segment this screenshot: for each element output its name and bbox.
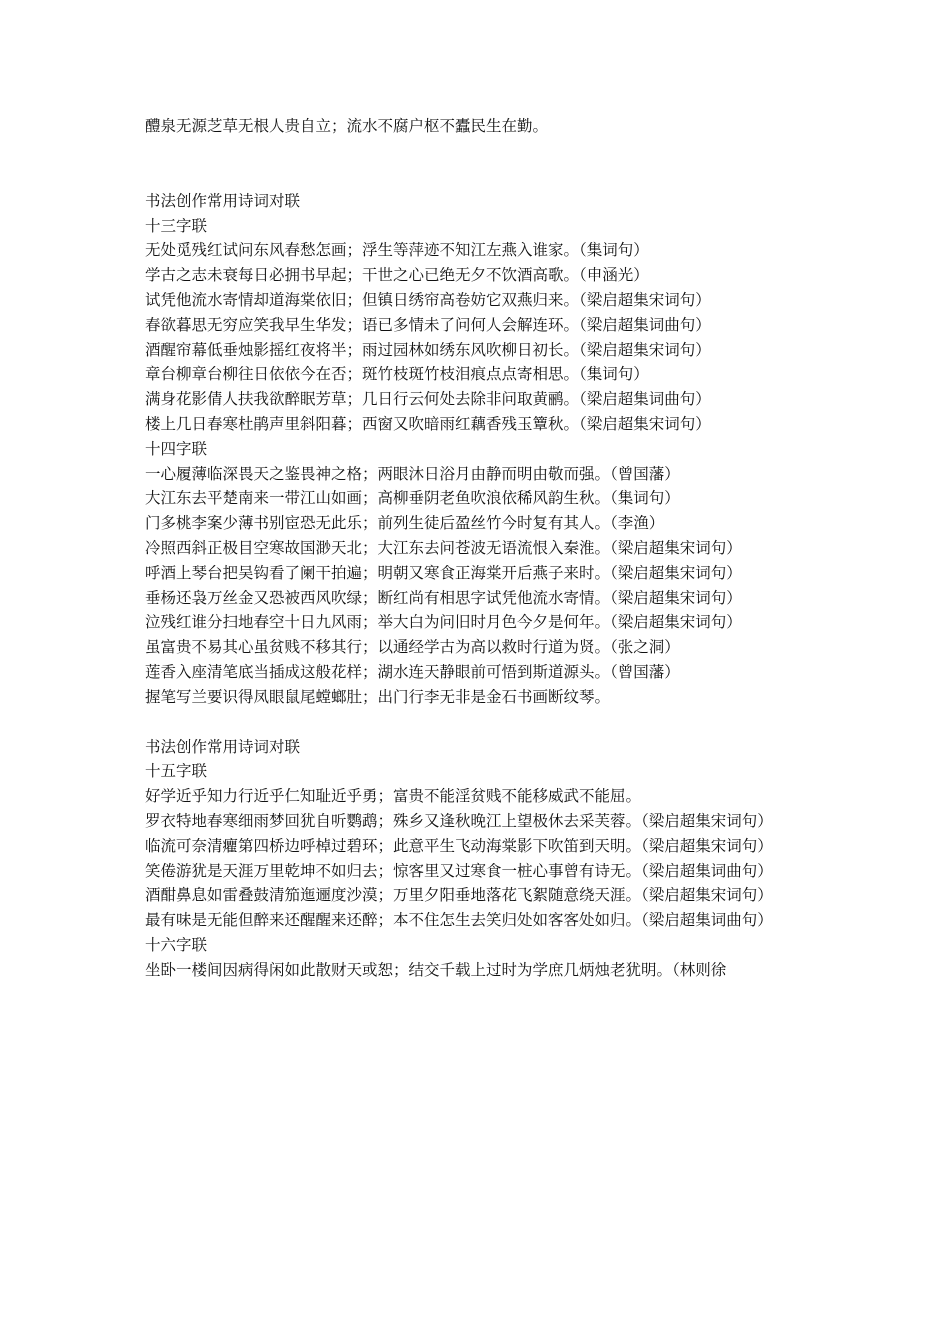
couplet-line: 坐卧一楼间因病得闲如此散财天或恕；结交千载上过时为学庶几炳烛老犹明。（林则徐 — [145, 960, 727, 979]
couplet-line: 好学近乎知力行近乎仁知耻近乎勇；富贵不能淫贫贱不能移威武不能屈。 — [145, 787, 642, 806]
couplet-line: 临流可奈清癯第四桥边呼棹过碧环；此意平生飞动海棠影下吹笛到天明。（梁启超集宋词句） — [145, 836, 773, 855]
document-page — [145, 114, 785, 983]
group-title: 十四字联 — [145, 439, 208, 458]
couplet-line: 满身花影倩人扶我欲醉眠芳草；几日行云何处去除非问取黄鹂。（梁启超集词曲句） — [145, 390, 711, 409]
couplet-line: 泣残红谁分扫地春空十日九风雨；举大白为问旧时月色今夕是何年。（梁启超集宋词句） — [145, 613, 742, 632]
couplet-line: 罗衣特地春寒细雨梦回犹自听鹦鹉；殊乡又逢秋晚江上望极休去采芙蓉。（梁启超集宋词句） — [145, 811, 773, 830]
couplet-line: 酒醒帘幕低垂烛影摇红夜将半；雨过园林如绣东风吹柳日初长。（梁启超集宋词句） — [145, 340, 711, 359]
couplet-line: 无处觅残红试问东风春愁怎画；浮生等萍迹不知江左燕入谁家。（集词句） — [145, 241, 649, 260]
couplet-line: 莲香入座清笔底当插成这般花样；湖水连天静眼前可悟到斯道源头。（曾国藩） — [145, 662, 680, 681]
couplet-line: 呼酒上琴台把吴钩看了阑干拍遍；明朝又寒食正海棠开后燕子来时。（梁启超集宋词句） — [145, 563, 742, 582]
couplet-line: 大江东去平楚南来一带江山如画；高柳垂阴老鱼吹浪依稀风韵生秋。（集词句） — [145, 489, 680, 508]
couplet-line: 楼上几日春寒杜鹃声里斜阳暮；西窗又吹暗雨红藕香残玉簟秋。（梁启超集宋词句） — [145, 414, 711, 433]
couplet-line: 握笔写兰要识得凤眼鼠尾螳螂肚；出门行李无非是金石书画断纹琴。 — [145, 687, 611, 706]
couplet-line: 试凭他流水寄情却道海棠依旧；但镇日绣帘高卷妨它双燕归来。（梁启超集宋词句） — [145, 290, 711, 309]
intro-couplet: 醴泉无源芝草无根人贵自立；流水不腐户枢不蠹民生在勤。 — [145, 117, 549, 135]
couplet-line: 学古之志未衰每日必拥书早起；干世之心已绝无夕不饮酒高歌。（申涵光） — [145, 266, 649, 285]
couplet-line: 最有味是无能但醉来还醒醒来还醉；本不住怎生去笑归处如客客处如归。（梁启超集词曲句） — [145, 911, 773, 930]
couplet-line: 门多桃李案少薄书别宦恐无此乐；前列生徒后盈丝竹今时复有其人。（李渔） — [145, 514, 665, 533]
section-heading: 书法创作常用诗词对联 — [145, 737, 301, 756]
couplet-line: 虽富贵不易其心虽贫贱不移其行；以通经学古为高以救时行道为贤。（张之洞） — [145, 638, 680, 657]
section-heading: 书法创作常用诗词对联 — [145, 191, 301, 210]
couplet-line: 一心履薄临深畏天之鉴畏神之格；两眼沐日浴月由静而明由敬而强。（曾国藩） — [145, 464, 680, 483]
group-title: 十五字联 — [145, 762, 208, 781]
couplet-line: 冷照西斜正极目空寒故国渺天北；大江东去问苍波无语流恨入秦淮。（梁启超集宋词句） — [145, 538, 742, 557]
couplet-line: 章台柳章台柳往日依依今在否；斑竹枝斑竹枝泪痕点点寄相思。（集词句） — [145, 365, 649, 384]
group-title: 十六字联 — [145, 935, 208, 954]
couplet-line: 垂杨还袅万丝金又恐被西风吹绿；断红尚有相思字试凭他流水寄情。（梁启超集宋词句） — [145, 588, 742, 607]
couplet-line: 春欲暮思无穷应笑我早生华发；语已多情未了问何人会解连环。（梁启超集词曲句） — [145, 315, 711, 334]
couplet-line: 笑倦游犹是天涯万里乾坤不如归去；惊客里又过寒食一桩心事曾有诗无。（梁启超集词曲句） — [145, 861, 773, 880]
group-title: 十三字联 — [145, 216, 208, 235]
couplet-line: 酒酣鼻息如雷叠鼓清笳迤逦度沙漠；万里夕阳垂地落花飞絮随意绕天涯。（梁启超集宋词句） — [145, 886, 773, 905]
